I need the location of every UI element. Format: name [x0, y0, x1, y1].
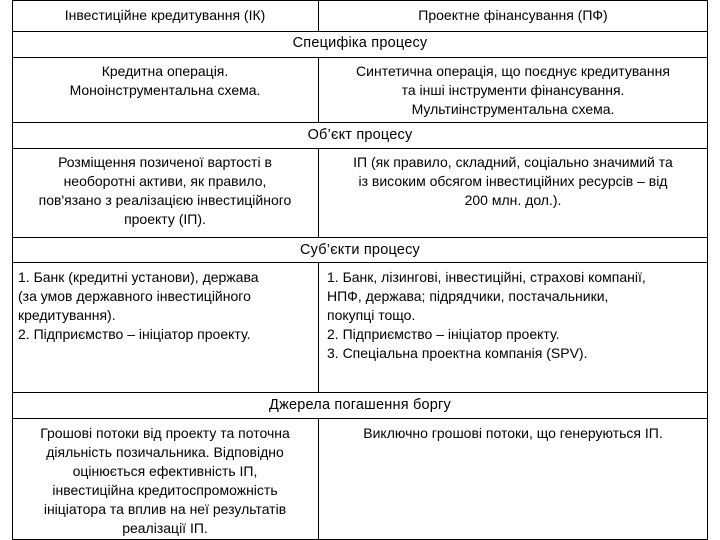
section-left-cell: Кредитна операція. Моноінструментальна схема. [69, 63, 261, 98]
row-divider [12, 237, 708, 238]
section-title: Об’єкт процесу [307, 127, 413, 143]
header-left: Інвестиційне кредитування (ІК) [64, 7, 266, 23]
section-left-cell: 1. Банк (кредитні установи), держава (за умов державного інвестиційного кредитування). 2. Підприємство – ініціатор проекту. [18, 269, 259, 342]
table-border-top [12, 0, 708, 1]
comparison-table [12, 0, 708, 540]
section-right-cell: ІП (як правило, складний, соціально значимий та із високим обсягом інвестиційних ресурсів – від 200 млн. дол.). [353, 154, 673, 208]
section-left-cell: Розміщення позиченої вартості в необоротні активи, як правило, пов'язано з реалізацією інвестиційного проекту (ІП). [38, 154, 292, 227]
row-divider [12, 122, 708, 123]
row-divider [12, 148, 708, 149]
row-divider [12, 31, 708, 32]
row-divider [12, 392, 708, 393]
section-title: Специфіка процесу [292, 35, 428, 51]
section-title: Джерела погашення боргу [269, 397, 451, 413]
row-divider [12, 262, 708, 263]
column-divider [318, 262, 319, 392]
header-right: Проектне фінансування (ПФ) [418, 7, 608, 23]
row-divider [12, 418, 708, 419]
section-right-cell: 1. Банк, лізингові, інвестиційні, страхові компанії, НПФ, держава; підрядчики, постачальники, покупці тощо. 2. Підприємство – ініціатор проекту. 3. Спеціальна проектна компанія (SPV). [327, 269, 646, 361]
section-left-cell: Грошові потоки від проекту та поточна діяльність позичальника. Відповідно оцінюється ефективність ІП, інвестиційна кредитоспроможність ініціатора та вплив на неї результатів реалізації ІП. [40, 425, 290, 536]
section-right-cell: Виключно грошові потоки, що генеруються ІП. [363, 425, 663, 441]
section-title: Суб’єкти процесу [300, 242, 420, 258]
row-divider [12, 57, 708, 58]
section-right-cell: Синтетична операція, що поєднує кредитування та інші інструменти фінансування. Мультиінструментальна схема. [356, 63, 670, 117]
table-border-right [707, 0, 708, 540]
